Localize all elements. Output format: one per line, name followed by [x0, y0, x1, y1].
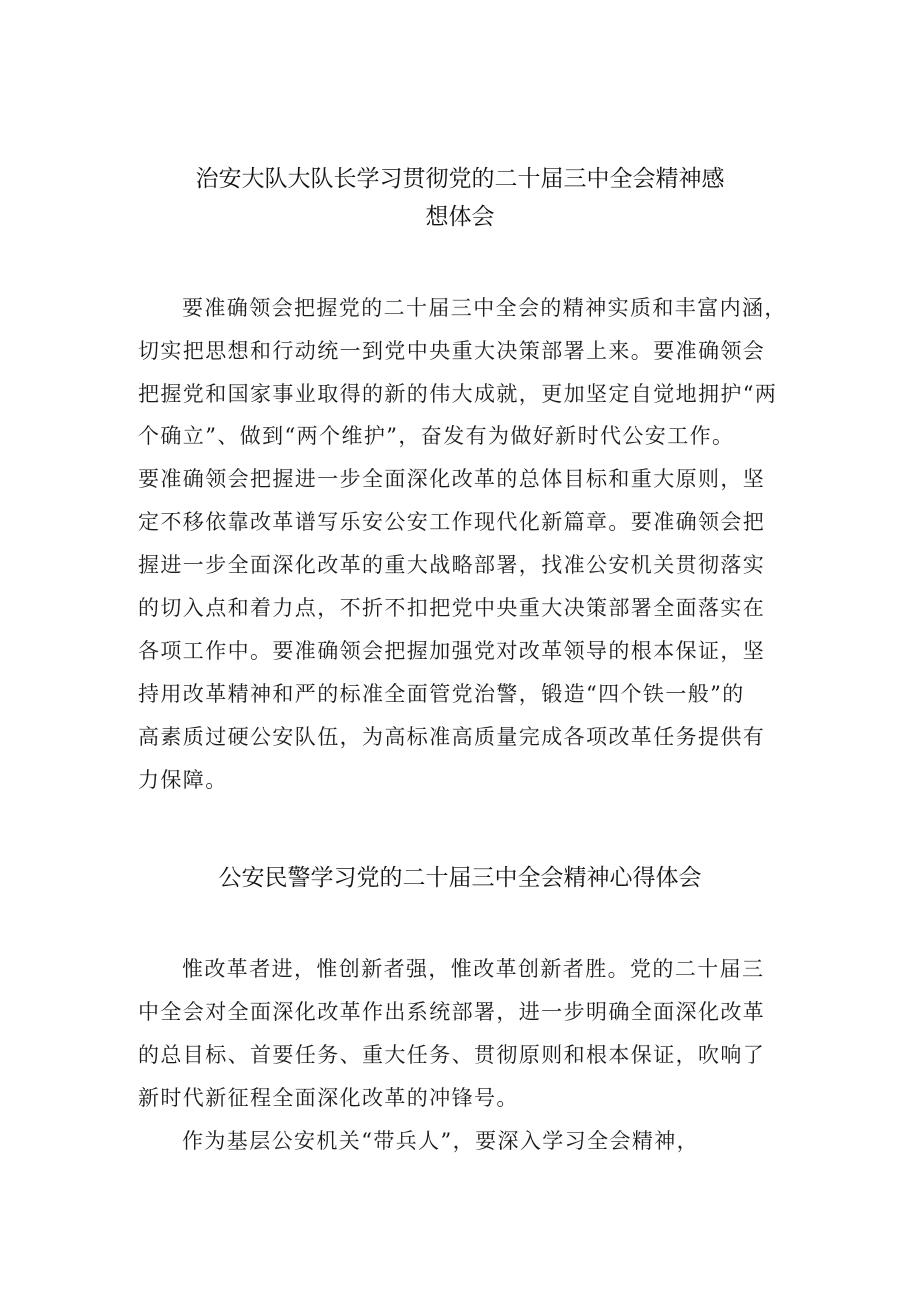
- paragraph-line: 新时代新征程全面深化改革的冲锋号。: [138, 1086, 519, 1110]
- paragraph-line: 力保障。: [138, 768, 228, 792]
- paragraph-line: 各项工作中。要准确领会把握加强党对改革领导的根本保证，坚: [138, 639, 766, 663]
- paragraph-line: 把握党和国家事业取得的新的伟大成就，更加坚定自觉地拥护“两: [138, 382, 778, 406]
- paragraph-line: 个确立”、做到“两个维护”，奋发有为做好新时代公安工作。: [138, 424, 735, 448]
- paragraph-line: 要准确领会把握党的二十届三中全会的精神实质和丰富内涵，: [182, 296, 787, 320]
- paragraph-line: 的切入点和着力点，不折不扣把党中央重大决策部署全面落实在: [138, 596, 766, 620]
- article1-title-line: 想体会: [425, 204, 495, 230]
- paragraph-line: 切实把思想和行动统一到党中央重大决策部署上来。要准确领会: [138, 339, 766, 363]
- paragraph-line: 中全会对全面深化改革作出系统部署，进一步明确全面深化改革: [138, 1000, 766, 1024]
- article1-title: [140, 160, 780, 236]
- article1-title-line: 治安大队大队长学习贯彻党的二十届三中全会精神感: [195, 166, 725, 192]
- paragraph-line: 的总目标、首要任务、重大任务、贯彻原则和根本保证，吹响了: [138, 1043, 766, 1067]
- paragraph-line: 持用改革精神和严的标准全面管党治警，锻造“四个铁一般”的: [138, 682, 745, 706]
- article2-title: [140, 859, 780, 897]
- paragraph-line: 要准确领会把握进一步全面深化改革的总体目标和重大原则，坚: [138, 467, 766, 491]
- paragraph-line: 高素质过硬公安队伍，为高标准高质量完成各项改革任务提供有: [138, 725, 766, 749]
- paragraph-line: 握进一步全面深化改革的重大战略部署，找准公安机关贯彻落实: [138, 553, 766, 577]
- paragraph-line: 作为基层公安机关“带兵人”，要深入学习全会精神，: [182, 1129, 700, 1153]
- paragraph-line: 定不移依靠改革谱写乐安公安工作现代化新篇章。要准确领会把: [138, 510, 766, 534]
- paragraph-line: 惟改革者进，惟创新者强，惟改革创新者胜。党的二十届三: [182, 957, 765, 981]
- article2-title-line: 公安民警学习党的二十届三中全会精神心得体会: [218, 865, 702, 891]
